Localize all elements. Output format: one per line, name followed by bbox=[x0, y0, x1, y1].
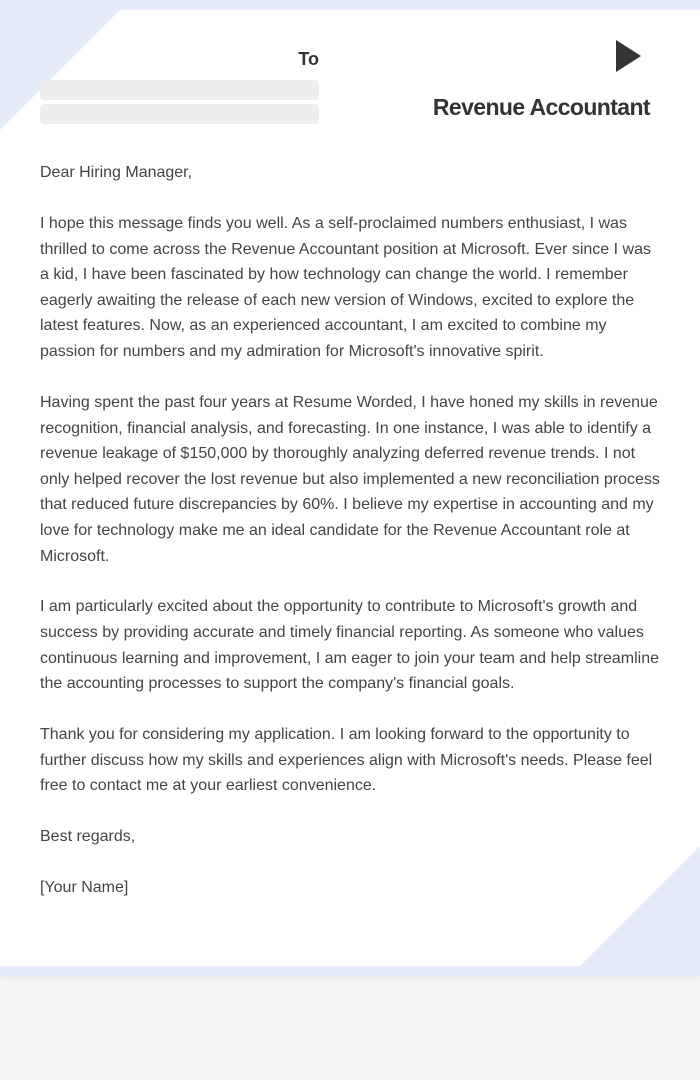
paragraph-intro: I hope this message finds you well. As a self-proclaimed numbers enthusiast, I was thrilled to come across the Revenue Accountant position at Microsoft. Ever since I was a kid, I have been fascinated by how technology can change the world. I remember eagerly awaiting the release of each new version of Windows, excited to explore the latest features. Now, as an experienced accountant, I am excited to combine my passion for numbers and my admiration for Microsoft's innovative spirit. bbox=[40, 214, 651, 360]
recipient-label: To bbox=[298, 49, 319, 69]
recipient-address-placeholder-line-2 bbox=[40, 104, 319, 124]
paragraph-motivation: I am particularly excited about the opportunity to contribute to Microsoft's growth and success by providing accurate and timely financial reporting. As someone who values continuous learning and improvement, I am eager to join your team and help streamline the accounting processes to support the company's financial goals. bbox=[40, 598, 660, 693]
paragraph-thanks: Thank you for considering my application. I am looking forward to the opportunity to further discuss how my skills and experiences align with Microsoft's needs. Please feel free to contact me at your earliest convenience. bbox=[40, 726, 653, 795]
job-title: Revenue Accountant bbox=[432, 94, 650, 120]
recipient-address-placeholder-line-1 bbox=[40, 80, 319, 100]
play-icon bbox=[616, 40, 641, 72]
paragraph-experience: Having spent the past four years at Resume Worded, I have honed my skills in revenue recognition, financial analysis, and forecasting. In one instance, I was able to identify a revenue leakage of $150,000 by thoroughly analyzing deferred revenue trends. I not only helped recover the lost revenue but also implemented a new reconciliation process that reduced future discrepancies by 60%. I believe my expertise in accounting and my love for technology make me an ideal candidate for the Revenue Accountant role at Microsoft. bbox=[40, 393, 660, 565]
letter-body bbox=[40, 160, 664, 926]
signature: [Your Name] bbox=[40, 879, 129, 897]
salutation: Dear Hiring Manager, bbox=[40, 164, 193, 181]
closing: Best regards, bbox=[40, 828, 136, 846]
